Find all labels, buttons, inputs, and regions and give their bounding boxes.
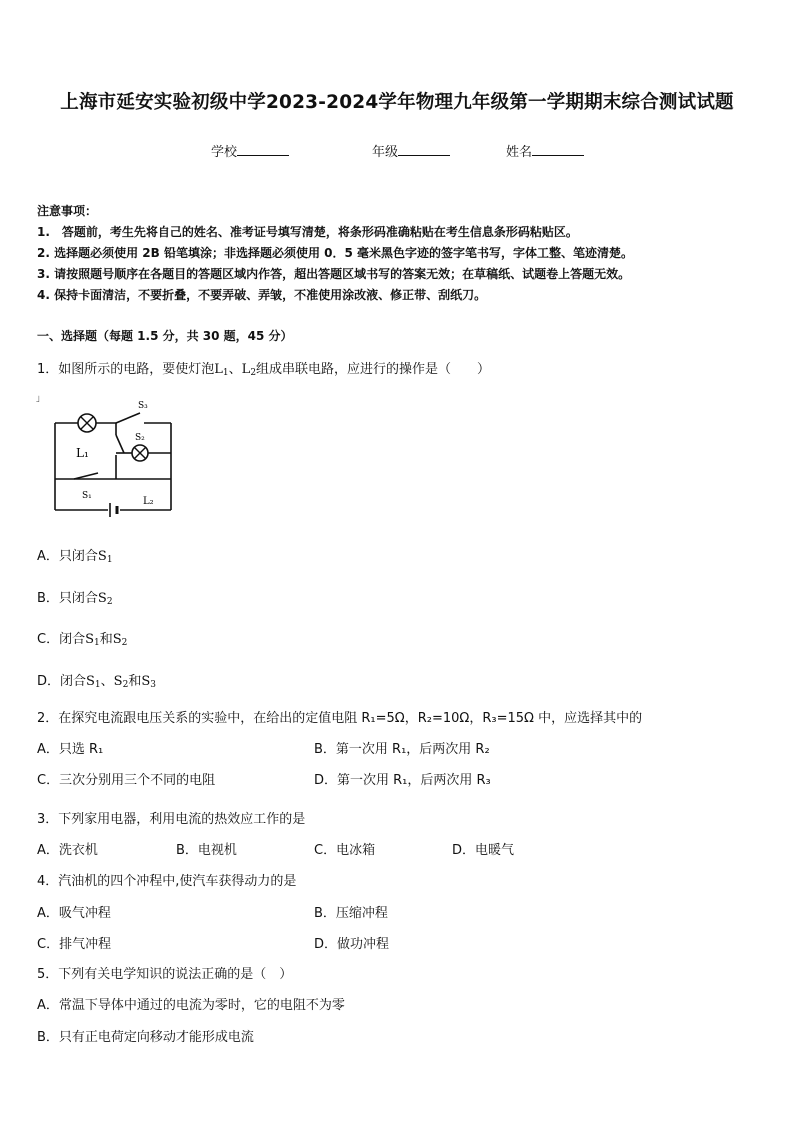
option-4b[interactable]: B．压缩冲程 [314, 906, 388, 921]
option-2b[interactable]: B．第一次用 R₁，后两次用 R₂ [314, 742, 490, 757]
option-2d[interactable]: D．第一次用 R₁，后两次用 R₃ [314, 773, 491, 788]
school-blank[interactable] [237, 144, 289, 156]
option-2c[interactable]: C．三次分别用三个不同的电阻 [37, 773, 216, 788]
option-5b[interactable]: B．只有正电荷定向移动才能形成电流 [37, 1030, 254, 1045]
label-s3: S₃ [138, 401, 148, 411]
option-4c[interactable]: C．排气冲程 [37, 937, 112, 952]
option-1a[interactable]: A．只闭合$S_1$ [37, 549, 113, 565]
note-item: 2. 选择题必须使用 2B 铅笔填涂；非选择题必须使用 0．5 毫米黑色字迹的签字笔书写，字体工整、笔迹清楚。 [37, 246, 633, 260]
option-1d[interactable]: D．闭合$S_1$、$S_2$和$S_3$ [37, 674, 156, 690]
label-l1: L₁ [76, 446, 89, 460]
grade-label: 年级 [372, 145, 399, 160]
lamp-l2-icon [132, 445, 148, 461]
note-item: 3. 请按照题号顺序在各题目的答题区域内作答，超出答题区域书写的答案无效；在草稿纸、试题卷上答题无效。 [37, 267, 631, 281]
question-5-stem: 5．下列有关电学知识的说法正确的是（ ） [37, 967, 293, 982]
option-5a[interactable]: A．常温下导体中通过的电流为零时，它的电阻不为零 [37, 998, 345, 1013]
option-3b[interactable]: B．电视机 [176, 843, 237, 858]
question-1-stem: 1．如图所示的电路，要使灯泡$L_1$、$L_2$组成串联电路，应进行的操作是（ ） [37, 362, 491, 378]
option-1c[interactable]: C．闭合$S_1$和$S_2$ [37, 632, 128, 648]
option-2a[interactable]: A．只选 R₁ [37, 742, 104, 757]
lamp-l1-icon [78, 414, 96, 432]
name-field[interactable] [506, 141, 584, 160]
question-4-stem: 4．汽油机的四个冲程中,使汽车获得动力的是 [37, 874, 297, 889]
circuit-diagram [36, 393, 181, 523]
option-3a[interactable]: A．洗衣机 [37, 843, 98, 858]
note-item: 4. 保持卡面清洁，不要折叠，不要弄破、弄皱，不准使用涂改液、修正带、刮纸刀。 [37, 288, 487, 302]
option-4a[interactable]: A．吸气冲程 [37, 906, 111, 921]
label-s2: S₂ [135, 433, 145, 443]
question-3-stem: 3．下列家用电器，利用电流的热效应工作的是 [37, 812, 306, 827]
page-title: 上海市延安实验初级中学2023-2024学年物理九年级第一学期期末综合测试试题 [60, 92, 734, 113]
label-l2: L₂ [143, 496, 154, 507]
school-field[interactable] [211, 141, 289, 160]
option-4d[interactable]: D．做功冲程 [314, 937, 390, 952]
notes-heading: 注意事项： [37, 204, 98, 218]
name-label: 姓名 [506, 145, 533, 160]
name-blank[interactable] [532, 144, 584, 156]
option-3d[interactable]: D．电暖气 [452, 843, 515, 858]
grade-blank[interactable] [398, 144, 450, 156]
question-2-stem: 2．在探究电流跟电压关系的实验中，在给出的定值电阻 R₁=5Ω，R₂=10Ω，R₃=15Ω 中，应选择其中的 [37, 711, 643, 726]
note-item: 1. 答题前，考生先将自己的姓名、准考证号填写清楚，将条形码准确粘贴在考生信息条形码粘贴区。 [37, 225, 578, 239]
diagram-mark: 」 [36, 394, 46, 404]
school-label: 学校 [211, 145, 238, 160]
option-3c[interactable]: C．电冰箱 [314, 843, 376, 858]
grade-field[interactable] [372, 141, 450, 160]
option-1b[interactable]: B．只闭合$S_2$ [37, 591, 113, 607]
section-heading: 一、选择题（每题 1.5 分，共 30 题，45 分） [37, 329, 293, 343]
label-s1: S₁ [82, 491, 92, 501]
